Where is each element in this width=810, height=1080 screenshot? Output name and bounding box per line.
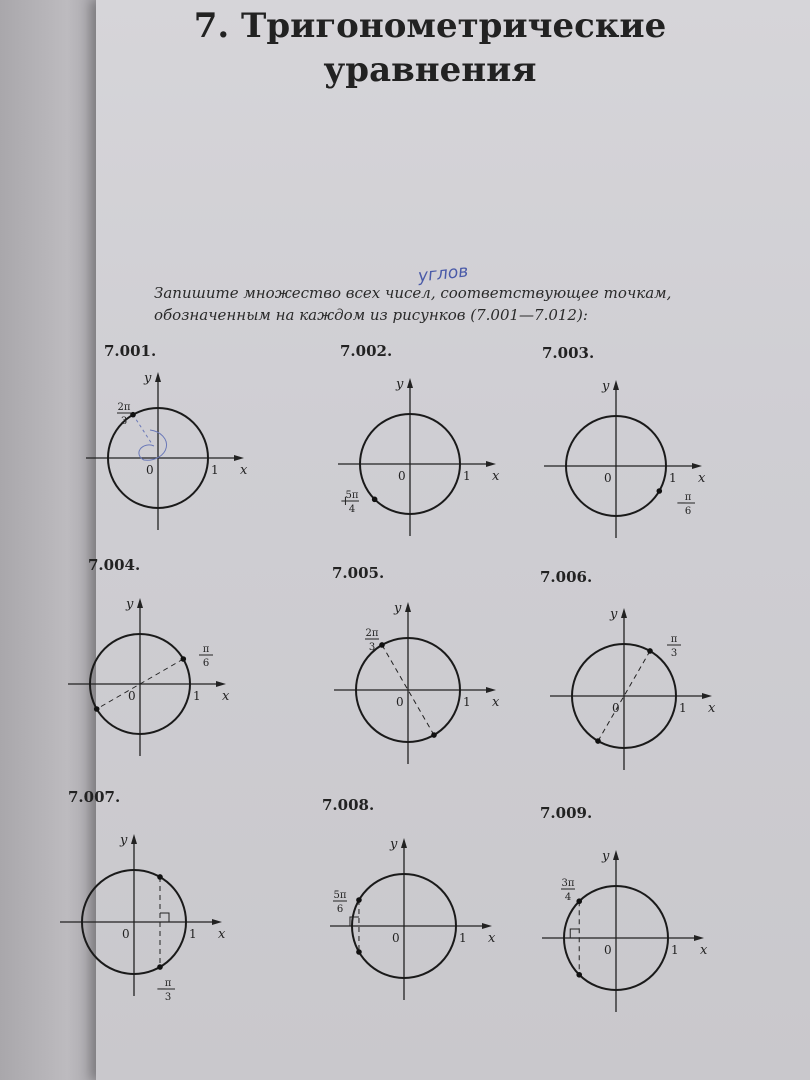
y-axis-label: y	[120, 833, 128, 848]
unit-label: 1	[459, 931, 467, 945]
x-axis-arrow	[234, 455, 244, 461]
unit-label: 1	[189, 927, 197, 941]
y-axis-arrow	[137, 598, 143, 608]
instruction-text: Запишите множество всех чисел, соответствующее точкам, обозначенным на каждом из рисунков (7.001—7.012):	[154, 284, 672, 324]
marked-point	[356, 897, 362, 903]
x-axis-arrow	[216, 681, 226, 687]
marked-point	[94, 706, 100, 712]
unit-circle-figure-7-007	[56, 818, 236, 1008]
fraction-numerator: π	[164, 978, 172, 989]
x-axis-label: x	[708, 701, 716, 716]
fraction-numerator: 2π	[365, 628, 379, 639]
marked-point	[595, 738, 601, 744]
handwritten-ray	[133, 415, 152, 444]
y-axis-arrow	[155, 372, 161, 382]
x-axis-label: x	[240, 463, 248, 478]
y-axis-arrow	[405, 602, 411, 612]
y-axis-label: y	[610, 607, 618, 622]
marked-point	[157, 964, 163, 970]
angle-label	[561, 878, 575, 903]
problem-number-7-001: 7.001.	[104, 342, 157, 360]
fraction-denominator: 4	[348, 504, 356, 515]
marked-point	[157, 874, 163, 880]
problem-number-7-007: 7.007.	[68, 788, 121, 806]
y-axis-arrow	[401, 838, 407, 848]
right-angle-mark	[570, 929, 579, 938]
origin-label: 0	[612, 701, 620, 715]
problem-number-7-008: 7.008.	[322, 796, 375, 814]
fraction-numerator: 2π	[117, 402, 131, 413]
unit-circle-figure-7-006	[540, 596, 730, 776]
marked-point	[431, 732, 437, 738]
unit-label: 1	[463, 695, 471, 709]
angle-label	[156, 978, 175, 1003]
x-axis-arrow	[692, 463, 702, 469]
y-axis-label: y	[602, 849, 610, 864]
x-axis-arrow	[702, 693, 712, 699]
fraction-denominator: 3	[670, 648, 678, 659]
origin-label: 0	[398, 469, 406, 483]
x-axis-label: x	[488, 931, 496, 946]
unit-circle-figure-7-008	[320, 826, 510, 1006]
origin-label: 0	[604, 943, 612, 957]
x-axis-label: x	[492, 695, 500, 710]
x-axis-label: x	[698, 471, 706, 486]
fraction-denominator: 6	[202, 658, 210, 669]
marked-point	[372, 497, 378, 503]
fraction-numerator: 5π	[345, 490, 359, 501]
angle-label	[199, 644, 213, 669]
unit-label: 1	[463, 469, 471, 483]
unit-circle-figure-7-002	[334, 368, 514, 548]
marked-point	[379, 642, 385, 648]
fraction-numerator: 5π	[333, 890, 347, 901]
angle-label	[333, 890, 347, 915]
marked-point	[181, 656, 187, 662]
y-axis-arrow	[613, 850, 619, 860]
y-axis-label: y	[126, 597, 134, 612]
right-angle-mark	[160, 913, 169, 922]
origin-label: 0	[604, 471, 612, 485]
y-axis-label: y	[396, 377, 404, 392]
problem-number-7-006: 7.006.	[540, 568, 593, 586]
y-axis-arrow	[131, 834, 137, 844]
angle-label	[676, 492, 695, 517]
angle-label	[667, 634, 681, 659]
marked-point	[657, 488, 663, 494]
x-axis-arrow	[486, 687, 496, 693]
origin-label: 0	[128, 689, 136, 703]
fraction-denominator: 3	[120, 416, 128, 427]
problem-number-7-004: 7.004.	[88, 556, 141, 574]
fraction-denominator: 6	[684, 506, 692, 517]
fraction-numerator: π	[202, 644, 210, 655]
fraction-denominator: 3	[368, 642, 376, 653]
unit-circle-figure-7-001	[90, 362, 260, 542]
y-axis-label: y	[144, 371, 152, 386]
unit-label: 1	[193, 689, 201, 703]
fraction-sign: +	[340, 494, 351, 509]
unit-label: 1	[211, 463, 219, 477]
marked-point	[356, 949, 362, 955]
fraction-denominator: 4	[564, 892, 572, 903]
problem-number-7-003: 7.003.	[542, 344, 595, 362]
handwritten-arc	[139, 430, 167, 460]
x-axis-arrow	[212, 919, 222, 925]
problem-number-7-009: 7.009.	[540, 804, 593, 822]
marked-point	[576, 898, 582, 904]
fraction-numerator: π	[670, 634, 678, 645]
fraction-sign: −	[156, 982, 167, 997]
x-axis-label: x	[222, 689, 230, 704]
unit-circle-figure-7-009	[538, 834, 728, 1014]
origin-label: 0	[146, 463, 154, 477]
marked-point	[647, 648, 653, 654]
unit-label: 1	[671, 943, 679, 957]
problem-number-7-002: 7.002.	[340, 342, 393, 360]
y-axis-arrow	[407, 378, 413, 388]
fraction-numerator: 3π	[561, 878, 575, 889]
y-axis-arrow	[613, 380, 619, 390]
angle-label	[117, 402, 131, 427]
page-title: 7. Тригонометрические уравнения	[193, 6, 667, 90]
marked-point	[576, 972, 582, 978]
angle-label	[340, 490, 359, 515]
unit-circle-figure-7-003	[544, 370, 724, 550]
unit-circle-figure-7-004	[72, 584, 252, 764]
origin-label: 0	[396, 695, 404, 709]
fraction-denominator: 3	[164, 992, 172, 1003]
y-axis-arrow	[621, 608, 627, 618]
y-axis-label: y	[394, 601, 402, 616]
origin-label: 0	[392, 931, 400, 945]
x-axis-label: x	[492, 469, 500, 484]
fraction-numerator: π	[684, 492, 692, 503]
x-axis-arrow	[482, 923, 492, 929]
unit-label: 1	[679, 701, 687, 715]
unit-label: 1	[669, 471, 677, 485]
handwritten-note: углов	[417, 261, 470, 287]
marked-point	[130, 412, 136, 418]
unit-circle-figure-7-005	[330, 590, 510, 770]
origin-label: 0	[122, 927, 130, 941]
fraction-sign: −	[676, 496, 687, 511]
y-axis-label: y	[390, 837, 398, 852]
x-axis-label: x	[218, 927, 226, 942]
y-axis-label: y	[602, 379, 610, 394]
x-axis-arrow	[694, 935, 704, 941]
problem-number-7-005: 7.005.	[332, 564, 385, 582]
x-axis-arrow	[486, 461, 496, 467]
fraction-denominator: 6	[336, 904, 344, 915]
x-axis-label: x	[700, 943, 708, 958]
